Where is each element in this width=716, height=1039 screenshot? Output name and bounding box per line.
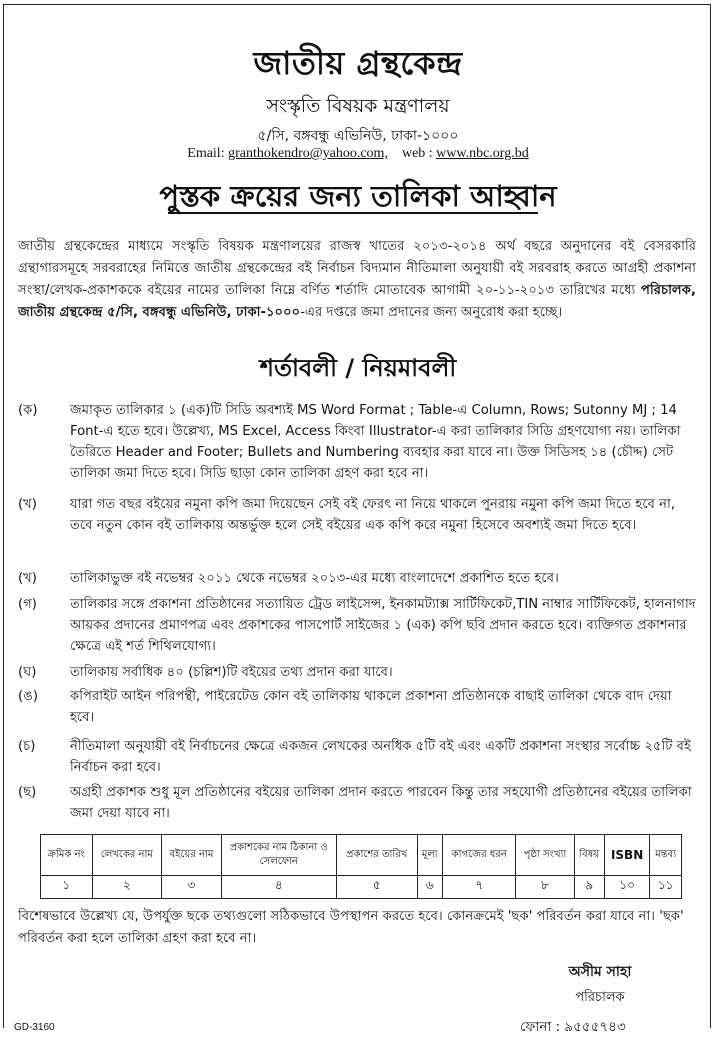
org-title: জাতীয় গ্রন্থকেন্দ্র <box>253 44 463 82</box>
office-address: ৫/সি, বঙ্গবন্ধু এভিনিউ, ঢাকা-১০০০ <box>257 128 459 144</box>
table-cell: ৬ <box>417 876 442 899</box>
gd-code: GD-3160 <box>14 1022 55 1033</box>
condition-item <box>18 662 698 683</box>
table-header-row <box>41 835 682 876</box>
condition-item <box>18 736 698 778</box>
condition-marker: (চ) <box>18 739 36 754</box>
table-cell: ৯ <box>574 876 604 899</box>
table-header-cell: প্রকাশের তারিখ <box>336 835 417 876</box>
table-header-cell: পৃষ্ঠা সংখ্যা <box>516 835 574 876</box>
table-cell: ৭ <box>443 876 516 899</box>
table-header-cell: ISBN <box>604 835 649 876</box>
signatory-name: অসীম সাহা <box>568 964 632 980</box>
intro-text: জাতীয় গ্রন্থকেন্দ্রের মাধ্যমে সংস্কৃতি বিষয়ক মন্ত্রণালয়ের রাজস্ব খাতের ২০১৩-২০১৪ অর্থ বছরে অনুদানের বই বেসরকারি গ্রন্থাগারসমূহে সরবরাহের নিমিত্তে জাতীয় গ্রন্থকেন্দ্রের বই নির্বাচন বিদ্যমান নীতিমালা অনুযায়ী বই সরবরাহ করতে আগ্রহী প্রকাশনা সংস্থা/লেখক-প্রকাশককে বইয়ের নামের তালিকা নিম্নে বর্ণিত শর্তাদি মোতাবেক আগামী ২০-১১-২০১৩ তারিখের মধ্যে <box>18 239 696 298</box>
phone-number: ফোনা : ৯৫৫৫৭৪৩ <box>520 1019 626 1035</box>
table-cell: ৩ <box>162 876 221 899</box>
table-cell: ২ <box>92 876 162 899</box>
email-label: Email: <box>187 146 225 161</box>
table-header-cell: মূল্য <box>417 835 442 876</box>
condition-text: কপিরাইট আইন পরিপন্থী, পাইরেটেড কোন বই তালিকায় থাকলে প্রকাশনা প্রতিষ্ঠানকে বাছাই তালিকা থেকে বাদ দেয়া হবে। <box>70 689 672 725</box>
table-header-cell: বইয়ের নাম <box>162 835 221 876</box>
condition-text: তালিকায় সর্বাধিক ৪০ (চল্লিশ)টি বইয়ের তথ্য প্রদান করা যাবে। <box>70 665 393 680</box>
web-label: web : <box>401 146 433 161</box>
condition-text: তালিকার সঙ্গে প্রকাশনা প্রতিষ্ঠানের সত্যায়িত ট্রেড লাইসেন্স, ইনকামট্যাক্স সার্টিফিকেট,TIN নাম্বার সার্টিফিকেট, হালনাগাদ আয়কর প্রদানের প্রমাণপত্র এবং প্রকাশকের পাসপোর্ট সাইজের ১ (এক) কপি ছবি প্রদান করতে হবে। ব্যক্তিগত প্রকাশনার ক্ষেত্রে এই শর্ত শিথিলযোগ্য। <box>70 597 696 654</box>
condition-marker: (গ) <box>18 597 37 612</box>
ministry-name: সংস্কৃতি বিষয়ক মন্ত্রণালয় <box>266 95 450 117</box>
condition-text: নীতিমালা অনুযায়ী বই নির্বাচনের ক্ষেত্রে একজন লেখকের অনধিক ৫টি বই এবং একটি প্রকাশনা সংস্থার সর্বোচ্চ ২৫টি বই নির্বাচন করা হবে। <box>70 739 691 775</box>
intro-bold-address: পরিচালক, জাতীয় গ্রন্থকেন্দ্র ৫/সি, বঙ্গবন্ধু এভিনিউ, ঢাকা-১০০০ <box>18 283 696 320</box>
email-link[interactable]: granthokendro@yahoo.com, <box>228 146 388 161</box>
table-cell: ১১ <box>650 876 682 899</box>
condition-marker: (ঘ) <box>18 665 37 680</box>
condition-item <box>18 494 698 536</box>
table-cell: ১ <box>41 876 93 899</box>
table-header-cell: বিষয় <box>574 835 604 876</box>
condition-marker: (খ) <box>18 497 37 512</box>
condition-text: জমাকৃত তালিকার ১ (এক)টি সিডি অবশ্যই MS Word Format ; Table-এ Column, Rows; Sutonny MJ ; 14 Font-এ হতে হবে। উল্লেখ্য, MS Excel, Access কিংবা Illustrator-এ করা তালিকার সিডি গ্রহণযোগ্য নয়। তালিকা তৈরিতে Header and Footer; Bullets and Numbering ব্যবহার করা যাবে না। উক্ত সিডিসহ ১৪ (চৌদ্দ) সেট তালিকা জমা দিতে হবে। সিডি ছাড়া কোন তালিকা গ্রহণ করা হবে না। <box>70 403 681 481</box>
condition-marker: (ঙ) <box>18 689 38 704</box>
table-cell: ১০ <box>604 876 649 899</box>
book-list-format-table <box>40 834 682 899</box>
condition-item <box>18 594 698 657</box>
table-header-cell: লেখকের নাম <box>92 835 162 876</box>
footnote: বিশেষভাবে উল্লেখ্য যে, উপর্যুক্ত ছকে তথ্যগুলো সঠিকভাবে উপস্থাপন করতে হবে। কোনক্রমেই 'ছক' পরিবর্তন করা যাবে না। 'ছক' পরিবর্তন করা হলে তালিকা গ্রহণ করা হবে না। <box>18 909 684 946</box>
condition-text: যারা গত বছর বইয়ের নমুনা কপি জমা দিয়েছেন সেই বই ফেরৎ না নিয়ে থাকলে পুনরায় নমুনা কপি জমা দিতে হবে না, তবে নতুন কোন বই তালিকায় অন্তর্ভুক্ত হলে সেই বইয়ের এক কপি করে নমুনা হিসেবে অবশ্যই জমা দিতে হবে। <box>70 497 676 533</box>
table-row <box>41 876 682 899</box>
table-cell: ৫ <box>336 876 417 899</box>
condition-item <box>18 686 698 728</box>
title-underline <box>168 212 538 214</box>
condition-item <box>18 400 698 484</box>
notice-title: পুস্তক ক্রয়ের জন্য তালিকা আহ্বান <box>159 179 557 213</box>
condition-item <box>18 782 698 824</box>
intro-end: -এর দপ্তরে জমা প্রদানের জন্য অনুরোধ করা হচ্ছে। <box>300 305 563 320</box>
condition-marker: (ক) <box>18 403 38 418</box>
table-header-cell: প্রকাশকের নাম ঠিকানা ও সেলফোন <box>221 835 336 876</box>
contact-line <box>0 146 716 162</box>
condition-text: তালিকাভুক্ত বই নভেম্বর ২০১১ থেকে নভেম্বর ২০১৩-এর মধ্যে বাংলাদেশে প্রকাশিত হতে হবে। <box>70 571 559 586</box>
table-header-cell: মন্তব্য <box>650 835 682 876</box>
table-header-cell: কাগজের ধরন <box>443 835 516 876</box>
table-cell: ৮ <box>516 876 574 899</box>
signatory-title: পরিচালক <box>575 990 625 1005</box>
condition-marker: (ছ) <box>18 785 37 800</box>
conditions-title: শর্তাবলী / নিয়মাবলী <box>259 354 457 382</box>
intro-paragraph <box>18 236 696 324</box>
table-cell: ৪ <box>221 876 336 899</box>
table-header-cell: ক্রমিক নং <box>41 835 93 876</box>
web-link[interactable]: www.nbc.org.bd <box>436 146 529 161</box>
condition-text: অগ্রহী প্রকাশক শুধু মূল প্রতিষ্ঠানের বইয়ের তালিকা প্রদান করতে পারবেন কিন্তু তার সহযোগী প্রতিষ্ঠানের বইয়ের তালিকা জমা দেয়া যাবে না। <box>70 785 692 821</box>
condition-marker: (খ) <box>18 571 37 586</box>
condition-item <box>18 568 698 589</box>
